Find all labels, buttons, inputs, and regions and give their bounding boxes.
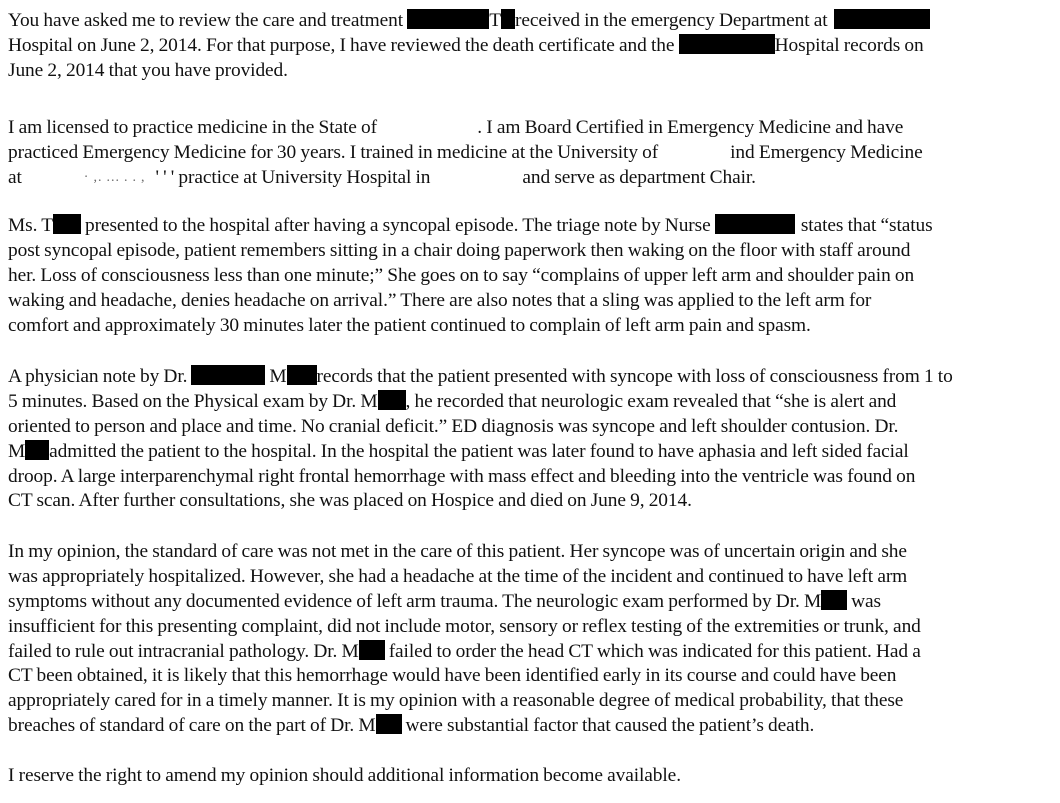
text-line: 5 minutes. Based on the Physical exam by Dr. M , he recorded that neurologic exam revealed that “she is alert and	[8, 390, 897, 412]
redaction-box	[376, 714, 402, 734]
text-line: I am licensed to practice medicine in the State of . I am Board Certified in Emergency Medicine and have	[8, 117, 904, 138]
text-line: You have asked me to review the care and treatment T received in the emergency Department at	[8, 9, 1060, 34]
text-line: failed to rule out intracranial pathology. Dr. M failed to order the head CT which was indicated for this patient. Had a	[8, 640, 921, 662]
paragraph-review-request	[8, 9, 1060, 84]
text-line: CT been obtained, it is likely that this hemorrhage would have been identified early in its course and could have been	[8, 665, 897, 687]
redaction-box	[407, 9, 489, 29]
paragraph-triage-note	[8, 214, 1060, 338]
redaction-box	[834, 9, 930, 29]
text-line: symptoms without any documented evidence of left arm trauma. The neurologic exam performed by Dr. M was	[8, 590, 881, 612]
text-line: was appropriately hospitalized. However, she had a headache at the time of the incident and continued to have left arm	[8, 565, 908, 587]
redaction-box	[679, 34, 775, 54]
paragraph-reservation	[8, 764, 1060, 789]
text-line: practiced Emergency Medicine for 30 years. I trained in medicine at the University of ind Emergency Medicine	[8, 141, 923, 163]
text-line: A physician note by Dr. M records that the patient presented with syncope with loss of consciousness from 1 to	[8, 366, 953, 387]
text-line: I reserve the right to amend my opinion should additional information become available.	[8, 765, 681, 786]
text-line: appropriately cared for in a timely manner. It is my opinion with a reasonable degree of medical probability, that these	[8, 690, 904, 712]
text-line: at · ,. ... . . , ' ' ' practice at University Hospital in and serve as department Chair.	[8, 166, 1060, 191]
text-line: M admitted the patient to the hospital. In the hospital the patient was later found to have aphasia and left sided facial	[8, 440, 909, 462]
redaction-box	[501, 9, 515, 29]
paragraph-opinion	[8, 540, 1060, 739]
redaction-box	[53, 214, 81, 234]
redaction-box	[359, 640, 385, 660]
text-line: comfort and approximately 30 minutes later the patient continued to complain of left arm pain and spasm.	[8, 314, 811, 336]
redaction-box	[191, 365, 265, 385]
redaction-box	[25, 440, 49, 460]
text-line: insufficient for this presenting complaint, did not include motor, sensory or reflex testing of the extremities or trunk, and	[8, 615, 921, 637]
text-line: CT scan. After further consultations, she was placed on Hospice and died on June 9, 2014.	[8, 490, 692, 512]
scan-residue: · ,. ... . . ,	[83, 169, 146, 185]
text-line: June 2, 2014 that you have provided.	[8, 59, 288, 81]
redaction-box	[715, 214, 795, 234]
text-line: post syncopal episode, patient remembers sitting in a chair doing paperwork then waking on the floor with staff around	[8, 239, 911, 261]
redaction-box	[287, 365, 317, 385]
text-line: Ms. T presented to the hospital after having a syncopal episode. The triage note by Nurse states that “status	[8, 215, 933, 236]
paragraph-physician-note	[8, 365, 1060, 514]
paragraph-credentials	[8, 116, 1060, 191]
text-line: Hospital on June 2, 2014. For that purpose, I have reviewed the death certificate and the Hospital records on	[8, 34, 924, 56]
redaction-box	[378, 390, 406, 410]
text-line: In my opinion, the standard of care was not met in the care of this patient. Her syncope was of uncertain origin and she	[8, 541, 907, 562]
text-line: breaches of standard of care on the part of Dr. M were substantial factor that caused the patient’s death.	[8, 715, 815, 737]
text-line: oriented to person and place and time. No cranial deficit.” ED diagnosis was syncope and left shoulder contusion. Dr.	[8, 415, 899, 437]
text-line: her. Loss of consciousness less than one minute;” She goes on to say “complains of upper left arm and shoulder pain on	[8, 264, 915, 286]
text-line: waking and headache, denies headache on arrival.” There are also notes that a sling was applied to the left arm for	[8, 289, 872, 311]
redaction-box	[821, 590, 847, 610]
text-line: droop. A large interparenchymal right frontal hemorrhage with mass effect and bleeding into the ventricle was found on	[8, 465, 916, 487]
